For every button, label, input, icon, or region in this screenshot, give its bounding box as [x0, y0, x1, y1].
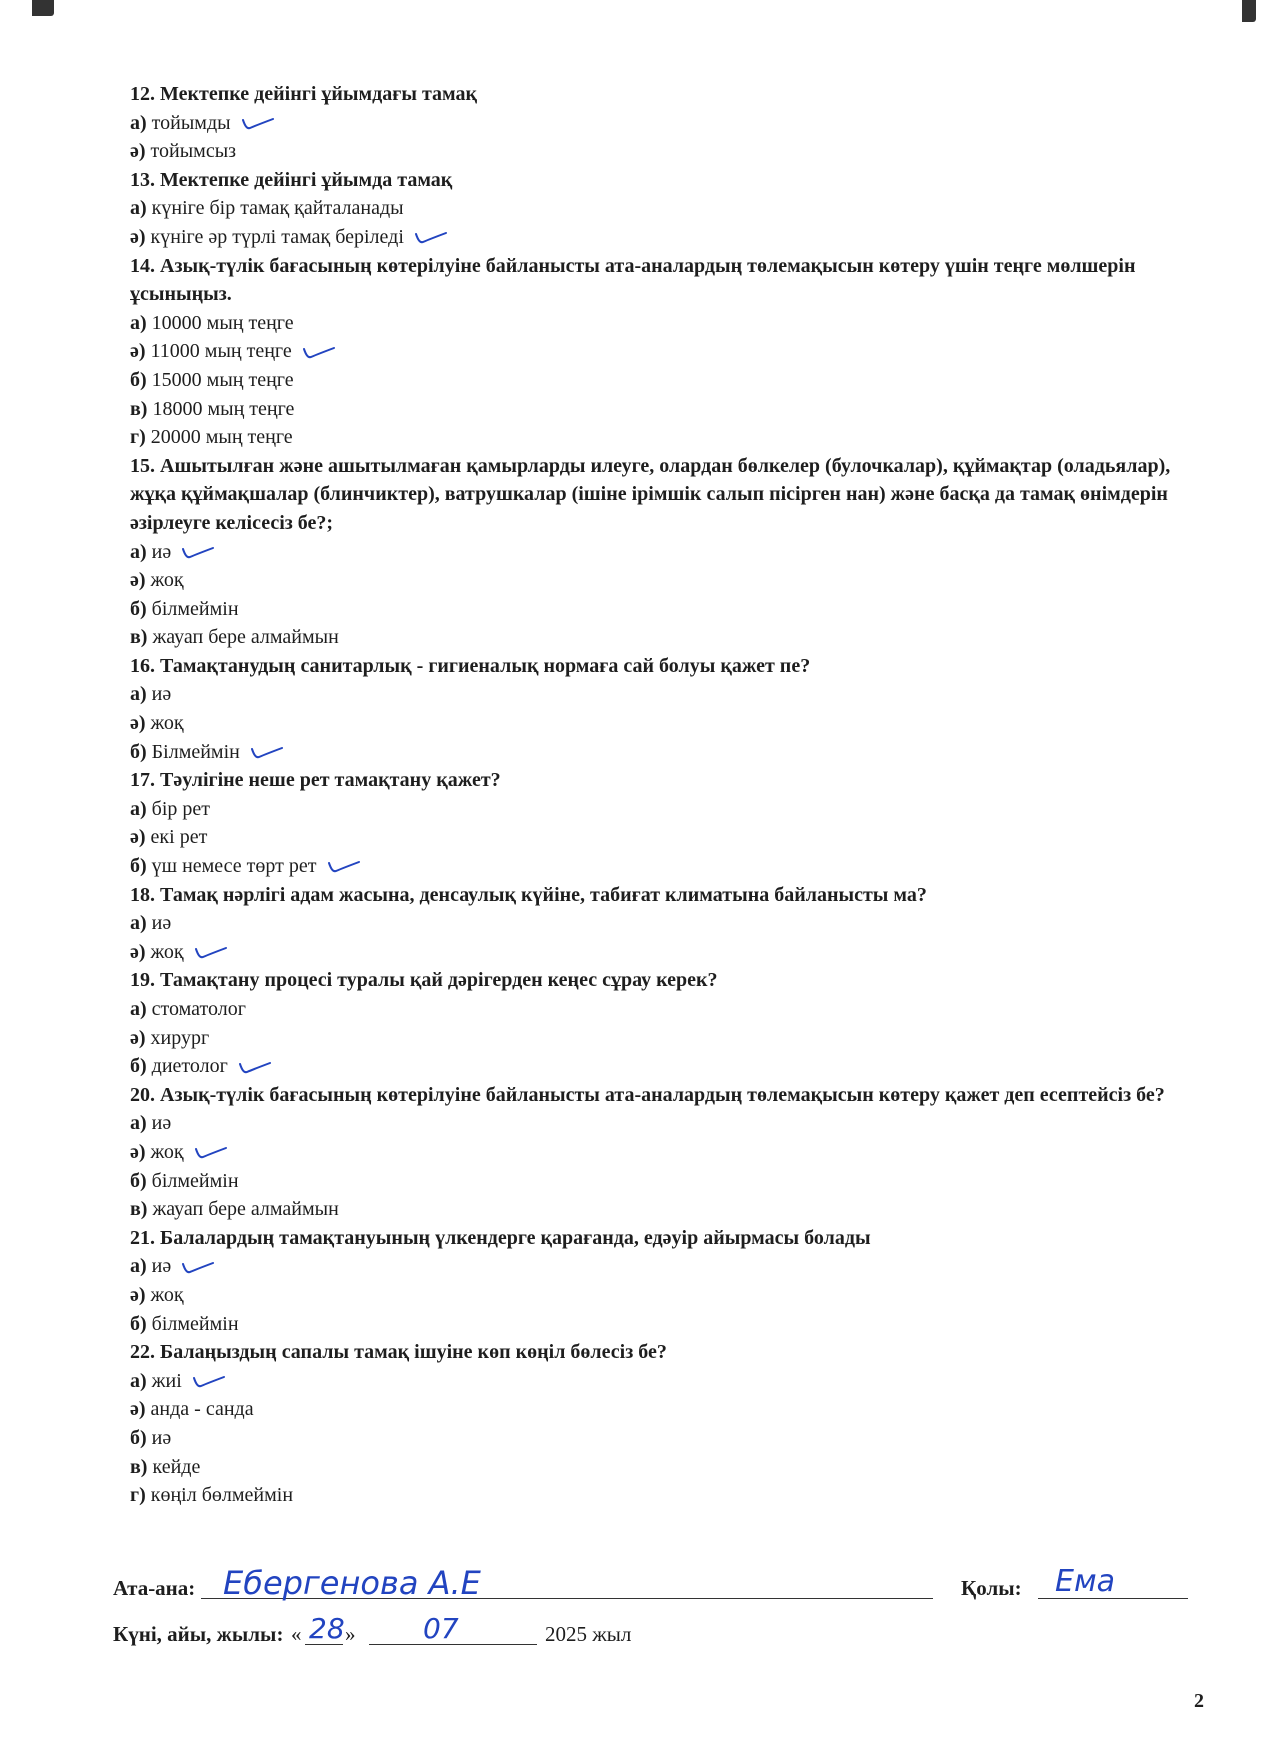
option-letter: б): [130, 740, 147, 763]
question-title: 20. Азық-түлік бағасының көтерілуіне байланысты ата-аналардың төлемақысын көтеру қажет деп есептейсіз бе?: [130, 1083, 1165, 1106]
sign-label: Қолы:: [961, 1576, 1022, 1600]
answer-option: [130, 566, 1210, 595]
question-title: 19. Тамақтану процесі туралы қай дәрігерден кеңес сұрау керек?: [130, 969, 718, 992]
option-text: 20000 мың теңге: [150, 426, 293, 449]
option-letter: ә): [130, 225, 146, 248]
option-text: білмеймін: [151, 1312, 239, 1335]
checkmark-icon: [250, 745, 284, 761]
question-title: 18. Тамақ нәрлігі адам жасына, денсаулық күйіне, табиғат климатына байланысты ма?: [130, 883, 927, 906]
option-letter: а): [130, 540, 147, 563]
option-letter: г): [130, 1484, 146, 1507]
option-text: Білмеймін: [151, 740, 240, 763]
year-text: 2025 жыл: [545, 1622, 632, 1646]
answer-option: [130, 1281, 1210, 1310]
parent-signature-row: [113, 1564, 1213, 1608]
answer-option: [130, 1109, 1210, 1138]
option-text: иә: [151, 1112, 172, 1135]
option-text: тойымды: [151, 111, 231, 134]
answer-option: [130, 1138, 1210, 1167]
checkmark-icon: [194, 945, 228, 961]
answer-option: [130, 309, 1210, 338]
date-open-quote: «: [291, 1622, 302, 1646]
option-text: анда - санда: [150, 1398, 254, 1421]
checkmark-icon: [238, 1060, 272, 1076]
answer-option: [130, 738, 1210, 767]
answer-option: [130, 366, 1210, 395]
day-handwritten: 28: [309, 1612, 345, 1645]
answer-option: [130, 595, 1210, 624]
option-letter: б): [130, 1426, 147, 1449]
day-line: [305, 1644, 343, 1645]
option-text: иә: [151, 912, 172, 935]
option-text: иә: [151, 1255, 172, 1278]
answer-option: [130, 1367, 1210, 1396]
answer-option: [130, 395, 1210, 424]
option-letter: ә): [130, 140, 146, 163]
question-title: 15. Ашытылған және ашытылмаған қамырларды илеуге, олардан бөлкелер (булочкалар), құймақтар (оладьялар), жұқа құймақшалар (блинчиктер), ватрушкалар (ішіне ірімшік салып пісірген нан) және басқа да тамақ өнімдерін әзірлеуге келісесіз бе?;: [130, 454, 1171, 534]
checkmark-icon: [241, 116, 275, 132]
checkmark-icon: [181, 1260, 215, 1276]
option-text: жоқ: [150, 569, 184, 592]
option-text: жауап бере алмаймын: [152, 1198, 339, 1221]
checkmark-icon: [327, 859, 361, 875]
answer-option: [130, 1252, 1210, 1281]
question-title: 12. Мектепке дейінгі ұйымдағы тамақ: [130, 83, 478, 105]
option-text: жауап бере алмаймын: [152, 626, 339, 649]
answer-option: [130, 194, 1210, 223]
answer-option: [130, 109, 1210, 138]
option-letter: б): [130, 1055, 147, 1078]
checkmark-icon: [192, 1374, 226, 1390]
answer-option: [130, 423, 1210, 452]
option-letter: а): [130, 998, 147, 1020]
option-text: күніге әр түрлі тамақ беріледі: [150, 225, 404, 248]
answer-option: [130, 1453, 1210, 1482]
option-letter: а): [130, 197, 147, 220]
option-text: иә: [151, 1426, 172, 1449]
option-letter: в): [130, 1455, 148, 1478]
signature-handwritten: Ема: [1055, 1564, 1115, 1599]
option-text: күніге бір тамақ қайталанады: [151, 197, 404, 220]
option-text: иә: [151, 683, 172, 706]
option-letter: ә): [130, 826, 146, 849]
answer-option: [130, 709, 1210, 738]
option-text: жоқ: [150, 940, 184, 963]
answer-option: [130, 938, 1210, 967]
option-text: 11000 мың теңге: [150, 340, 292, 363]
option-letter: б): [130, 597, 147, 620]
answer-option: [130, 538, 1210, 567]
option-text: кейде: [152, 1455, 201, 1478]
option-letter: г): [130, 426, 146, 449]
option-letter: а): [130, 311, 147, 334]
option-text: жиі: [151, 1369, 182, 1392]
question-title: 16. Тамақтанудың санитарлық - гигиеналық нормаға сай болуы қажет пе?: [130, 654, 811, 677]
option-letter: б): [130, 1169, 147, 1192]
option-text: 10000 мың теңге: [151, 311, 294, 334]
option-text: жоқ: [150, 712, 184, 735]
option-letter: в): [130, 626, 148, 649]
checkmark-icon: [194, 1145, 228, 1161]
option-text: екі рет: [150, 826, 208, 849]
option-text: үш немесе төрт рет: [151, 855, 317, 878]
answer-option: [130, 1024, 1210, 1053]
option-letter: а): [130, 683, 147, 706]
option-letter: ә): [130, 1398, 146, 1421]
option-letter: ә): [130, 1140, 146, 1163]
option-text: жоқ: [150, 1140, 184, 1163]
option-text: жоқ: [150, 1283, 184, 1306]
option-letter: ә): [130, 569, 146, 592]
answer-option: [130, 223, 1210, 252]
answer-option: [130, 909, 1210, 938]
option-text: 15000 мың теңге: [151, 368, 294, 391]
option-letter: ә): [130, 340, 146, 363]
questionnaire: [130, 80, 1210, 1510]
option-text: көңіл бөлмеймін: [150, 1484, 294, 1507]
option-letter: ә): [130, 940, 146, 963]
option-letter: а): [130, 1255, 147, 1278]
option-text: диетолог: [151, 1055, 228, 1078]
answer-option: [130, 1052, 1210, 1081]
answer-option: [130, 1481, 1210, 1510]
option-text: стоматолог: [151, 998, 246, 1020]
option-text: хирург: [150, 1026, 210, 1049]
option-letter: ә): [130, 1026, 146, 1049]
month-handwritten: 07: [423, 1612, 459, 1645]
option-letter: ә): [130, 1283, 146, 1306]
checkmark-icon: [302, 345, 336, 361]
date-row: [113, 1612, 813, 1658]
option-letter: б): [130, 1312, 147, 1335]
option-letter: в): [130, 1198, 148, 1221]
checkmark-icon: [414, 230, 448, 246]
option-text: білмеймін: [151, 597, 239, 620]
option-text: иә: [151, 540, 172, 563]
option-text: бір рет: [151, 797, 211, 820]
answer-option: [130, 995, 1210, 1024]
answer-option: [130, 680, 1210, 709]
option-letter: б): [130, 855, 147, 878]
date-label: Күні, айы, жылы:: [113, 1622, 284, 1646]
question-title: 22. Балаңыздың сапалы тамақ ішуіне көп көңіл бөлесіз бе?: [130, 1341, 667, 1364]
option-letter: а): [130, 912, 147, 935]
question-title: 17. Тәулігіне неше рет тамақтану қажет?: [130, 769, 501, 792]
answer-option: [130, 623, 1210, 652]
option-letter: а): [130, 1112, 147, 1135]
answer-option: [130, 823, 1210, 852]
page-number: 2: [1194, 1690, 1204, 1712]
parent-name-handwritten: Ебергенова А.Е: [223, 1564, 481, 1602]
option-letter: ә): [130, 712, 146, 735]
option-text: тойымсыз: [150, 140, 237, 163]
question-title: 21. Балалардың тамақтануының үлкендерге қарағанда, едәуір айырмасы болады: [130, 1226, 871, 1249]
date-close-quote: »: [345, 1622, 356, 1646]
answer-option: [130, 852, 1210, 881]
answer-option: [130, 1424, 1210, 1453]
option-text: 18000 мың теңге: [152, 397, 295, 420]
answer-option: [130, 1310, 1210, 1339]
option-letter: а): [130, 797, 147, 820]
answer-option: [130, 337, 1210, 366]
option-text: білмеймін: [151, 1169, 239, 1192]
option-letter: а): [130, 111, 147, 134]
question-title: 13. Мектепке дейінгі ұйымда тамақ: [130, 168, 453, 191]
answer-option: [130, 1195, 1210, 1224]
answer-option: [130, 795, 1210, 824]
parent-label: Ата-ана:: [113, 1576, 196, 1600]
question-title: 14. Азық-түлік бағасының көтерілуіне байланысты ата-аналардың төлемақысын көтеру үшін теңге мөлшерін ұсыныңыз.: [130, 254, 1136, 306]
answer-option: [130, 137, 1210, 166]
answer-option: [130, 1395, 1210, 1424]
answer-option: [130, 1167, 1210, 1196]
option-letter: в): [130, 397, 148, 420]
option-letter: а): [130, 1369, 147, 1392]
checkmark-icon: [181, 545, 215, 561]
option-letter: б): [130, 368, 147, 391]
scan-artifact: [32, 0, 54, 16]
scan-artifact: [1242, 0, 1256, 22]
